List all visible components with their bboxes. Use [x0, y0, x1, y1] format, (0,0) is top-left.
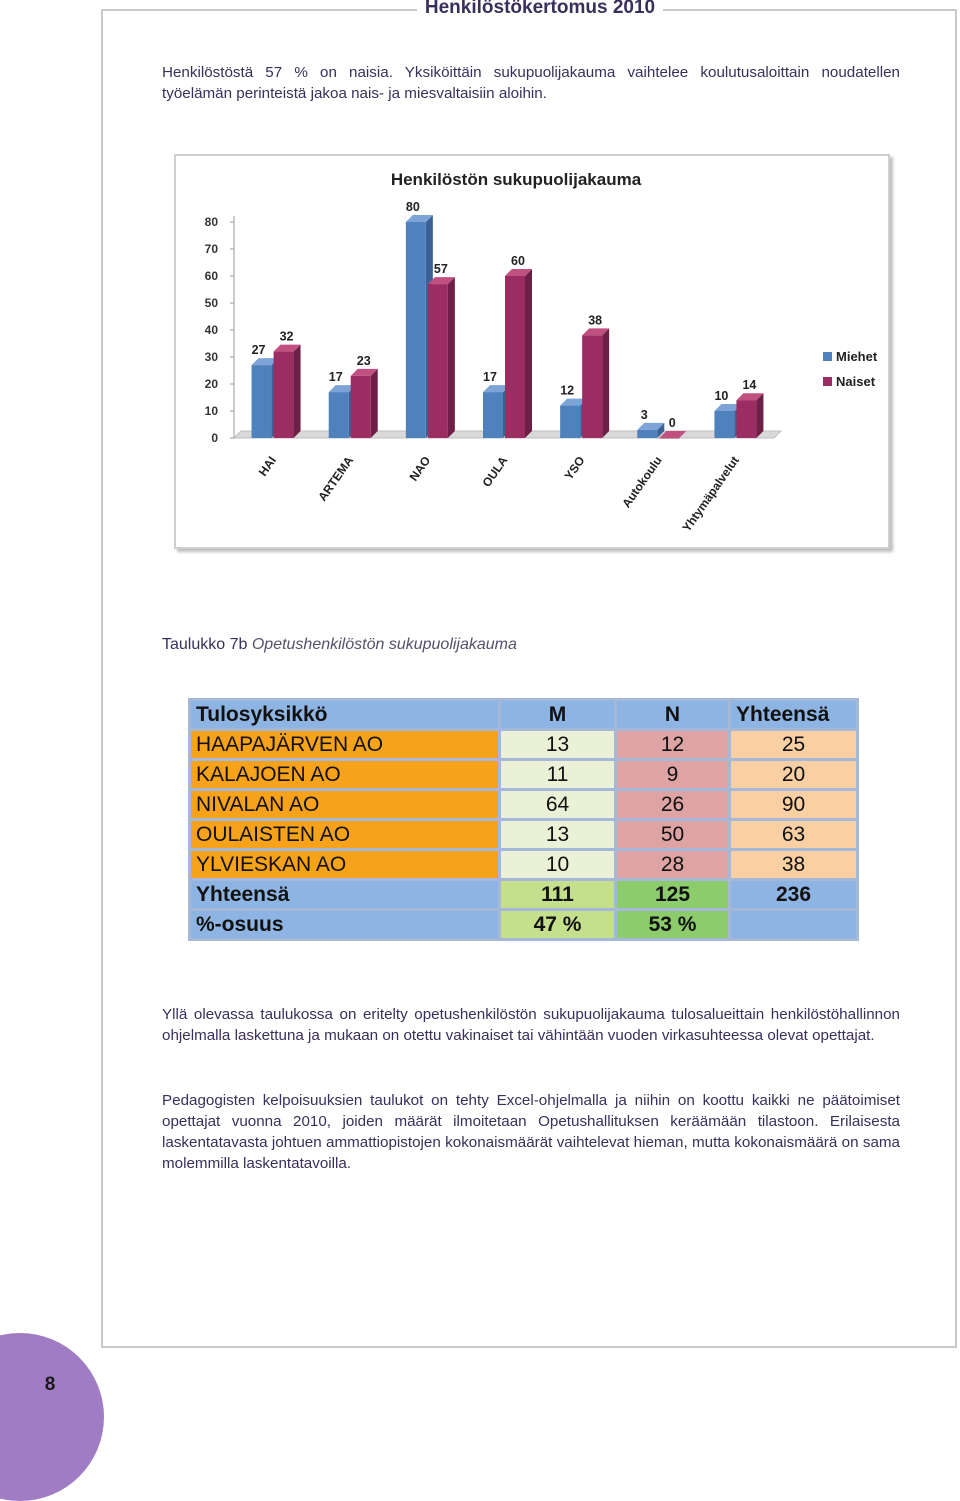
data-label: 14	[742, 378, 757, 393]
y-tick-label: 40	[204, 323, 218, 337]
bar-naiset	[736, 400, 756, 438]
staff-gender-table	[188, 698, 859, 941]
data-label: 32	[279, 329, 294, 344]
bar-side	[294, 345, 301, 438]
category-label: YSO	[561, 453, 588, 483]
total-label: Yhteensä	[190, 880, 500, 910]
data-label: 0	[668, 416, 676, 430]
data-label: 3	[640, 407, 648, 422]
legend-swatch	[823, 352, 832, 361]
legend-swatch	[823, 377, 832, 386]
y-tick-label: 50	[204, 296, 218, 310]
row-n: 28	[616, 850, 730, 880]
data-label: 10	[714, 389, 729, 403]
y-tick-label: 70	[204, 242, 218, 256]
category-label: Yhtymäpalvelut	[679, 453, 742, 535]
row-total: 90	[730, 790, 858, 820]
paragraph-1: Yllä olevassa taulukossa on eritelty opetushenkilöstön sukupuolijakauma tulosalueittain henkilöstöhallinnon ohjelmalla laskettuna ja mukaan on otettu vakinaiset tai vähintään vuoden virkasuhteessa olevat opettajat.	[162, 1006, 900, 1044]
category-label: ARTEMA	[315, 453, 357, 504]
table-row	[190, 820, 858, 850]
caption-text: Opetushenkilöstön sukupuolijakauma	[251, 636, 517, 653]
category-label: OULA	[479, 453, 511, 490]
bar-miehet	[483, 392, 503, 438]
chart-title: Henkilöstön sukupuolijakauma	[390, 170, 642, 189]
data-label: 17	[483, 370, 497, 385]
data-label: 38	[588, 313, 603, 328]
table-total-row	[190, 880, 858, 910]
gender-distribution-chart	[176, 156, 888, 547]
header-n: N	[616, 700, 730, 730]
bar-naiset	[505, 276, 525, 438]
header-total: Yhteensä	[730, 700, 858, 730]
bar-miehet	[637, 430, 657, 438]
row-unit: HAAPAJÄRVEN AO	[190, 730, 500, 760]
y-tick-label: 60	[204, 269, 218, 283]
percent-n: 53 %	[616, 910, 730, 940]
bar-side	[525, 269, 532, 438]
y-tick-label: 0	[211, 431, 218, 445]
total-n: 125	[616, 880, 730, 910]
total-m: 111	[500, 880, 616, 910]
row-n: 12	[616, 730, 730, 760]
paragraph-2: Pedagogisten kelpoisuuksien taulukot on tehty Excel-ohjelmalla ja niihin on koottu kaikki ne päätoimiset opettajat vuonna 2010, joiden määrät ilmoitetaan Opetushallituksen keräämään tilastoon. Erilaisesta laskentatavasta johtuen ammattiopistojen kokonaismäärät vaihtelevat hieman, mutta kokonaismäärä on sama molemmilla laskentatavoilla.	[162, 1092, 900, 1172]
row-unit: NIVALAN AO	[190, 790, 500, 820]
header-title: Henkilöstökertomus 2010	[0, 0, 960, 19]
bar-side	[371, 369, 378, 438]
chart-container	[174, 154, 890, 549]
bar-miehet	[329, 392, 349, 438]
row-unit: YLVIESKAN AO	[190, 850, 500, 880]
row-n: 9	[616, 760, 730, 790]
row-unit: OULAISTEN AO	[190, 820, 500, 850]
category-label: Autokoulu	[619, 453, 665, 511]
row-m: 13	[500, 820, 616, 850]
bar-naiset	[582, 335, 602, 438]
intro-paragraph: Henkilöstöstä 57 % on naisia. Yksiköittäin sukupuolijakauma vaihtelee koulutusaloittain noudatellen työelämän perinteistä jakoa nais- ja miesvaltaisiin aloihin.	[162, 64, 900, 102]
row-n: 50	[616, 820, 730, 850]
category-label: HAI	[255, 453, 280, 479]
bar-naiset	[659, 438, 679, 439]
bar-miehet	[714, 411, 734, 438]
row-total: 25	[730, 730, 858, 760]
row-m: 64	[500, 790, 616, 820]
data-label: 12	[560, 383, 575, 398]
table-row	[190, 760, 858, 790]
page-number: 8	[44, 1374, 56, 1395]
bar-miehet	[406, 222, 426, 438]
data-label: 80	[405, 200, 420, 214]
data-label: 57	[433, 262, 448, 277]
bar-miehet	[560, 406, 580, 438]
caption-label: Taulukko 7b	[162, 636, 248, 653]
y-tick-label: 80	[204, 215, 218, 229]
legend-label: Miehet	[836, 349, 878, 364]
table-row	[190, 790, 858, 820]
category-label: NAO	[406, 453, 434, 484]
bar-naiset	[428, 284, 448, 438]
bar-naiset	[351, 376, 371, 438]
legend-label: Naiset	[836, 374, 876, 389]
bar-miehet	[252, 365, 272, 438]
percent-m: 47 %	[500, 910, 616, 940]
bar-naiset	[274, 352, 294, 438]
data-label: 60	[511, 254, 525, 268]
row-total: 20	[730, 760, 858, 790]
bar-side	[602, 328, 609, 438]
total-sum: 236	[730, 880, 858, 910]
percent-label: %-osuus	[190, 910, 500, 940]
data-label: 23	[356, 353, 371, 368]
row-m: 10	[500, 850, 616, 880]
row-m: 11	[500, 760, 616, 790]
table-caption	[162, 636, 517, 654]
table-row	[190, 730, 858, 760]
table-header-row	[190, 700, 858, 730]
bar-side	[448, 277, 455, 438]
data-label: 27	[251, 343, 266, 358]
row-m: 13	[500, 730, 616, 760]
header-unit: Tulosyksikkö	[190, 700, 500, 730]
y-tick-label: 30	[204, 350, 218, 364]
row-total: 38	[730, 850, 858, 880]
row-unit: KALAJOEN AO	[190, 760, 500, 790]
header-m: M	[500, 700, 616, 730]
bar-side	[756, 393, 763, 438]
page-number-badge	[0, 1333, 104, 1501]
row-total: 63	[730, 820, 858, 850]
y-tick-label: 10	[204, 404, 218, 418]
percent-total	[730, 910, 858, 940]
table-row	[190, 850, 858, 880]
row-n: 26	[616, 790, 730, 820]
y-tick-label: 20	[204, 377, 218, 391]
data-label: 17	[328, 370, 343, 385]
table-percent-row	[190, 910, 858, 940]
